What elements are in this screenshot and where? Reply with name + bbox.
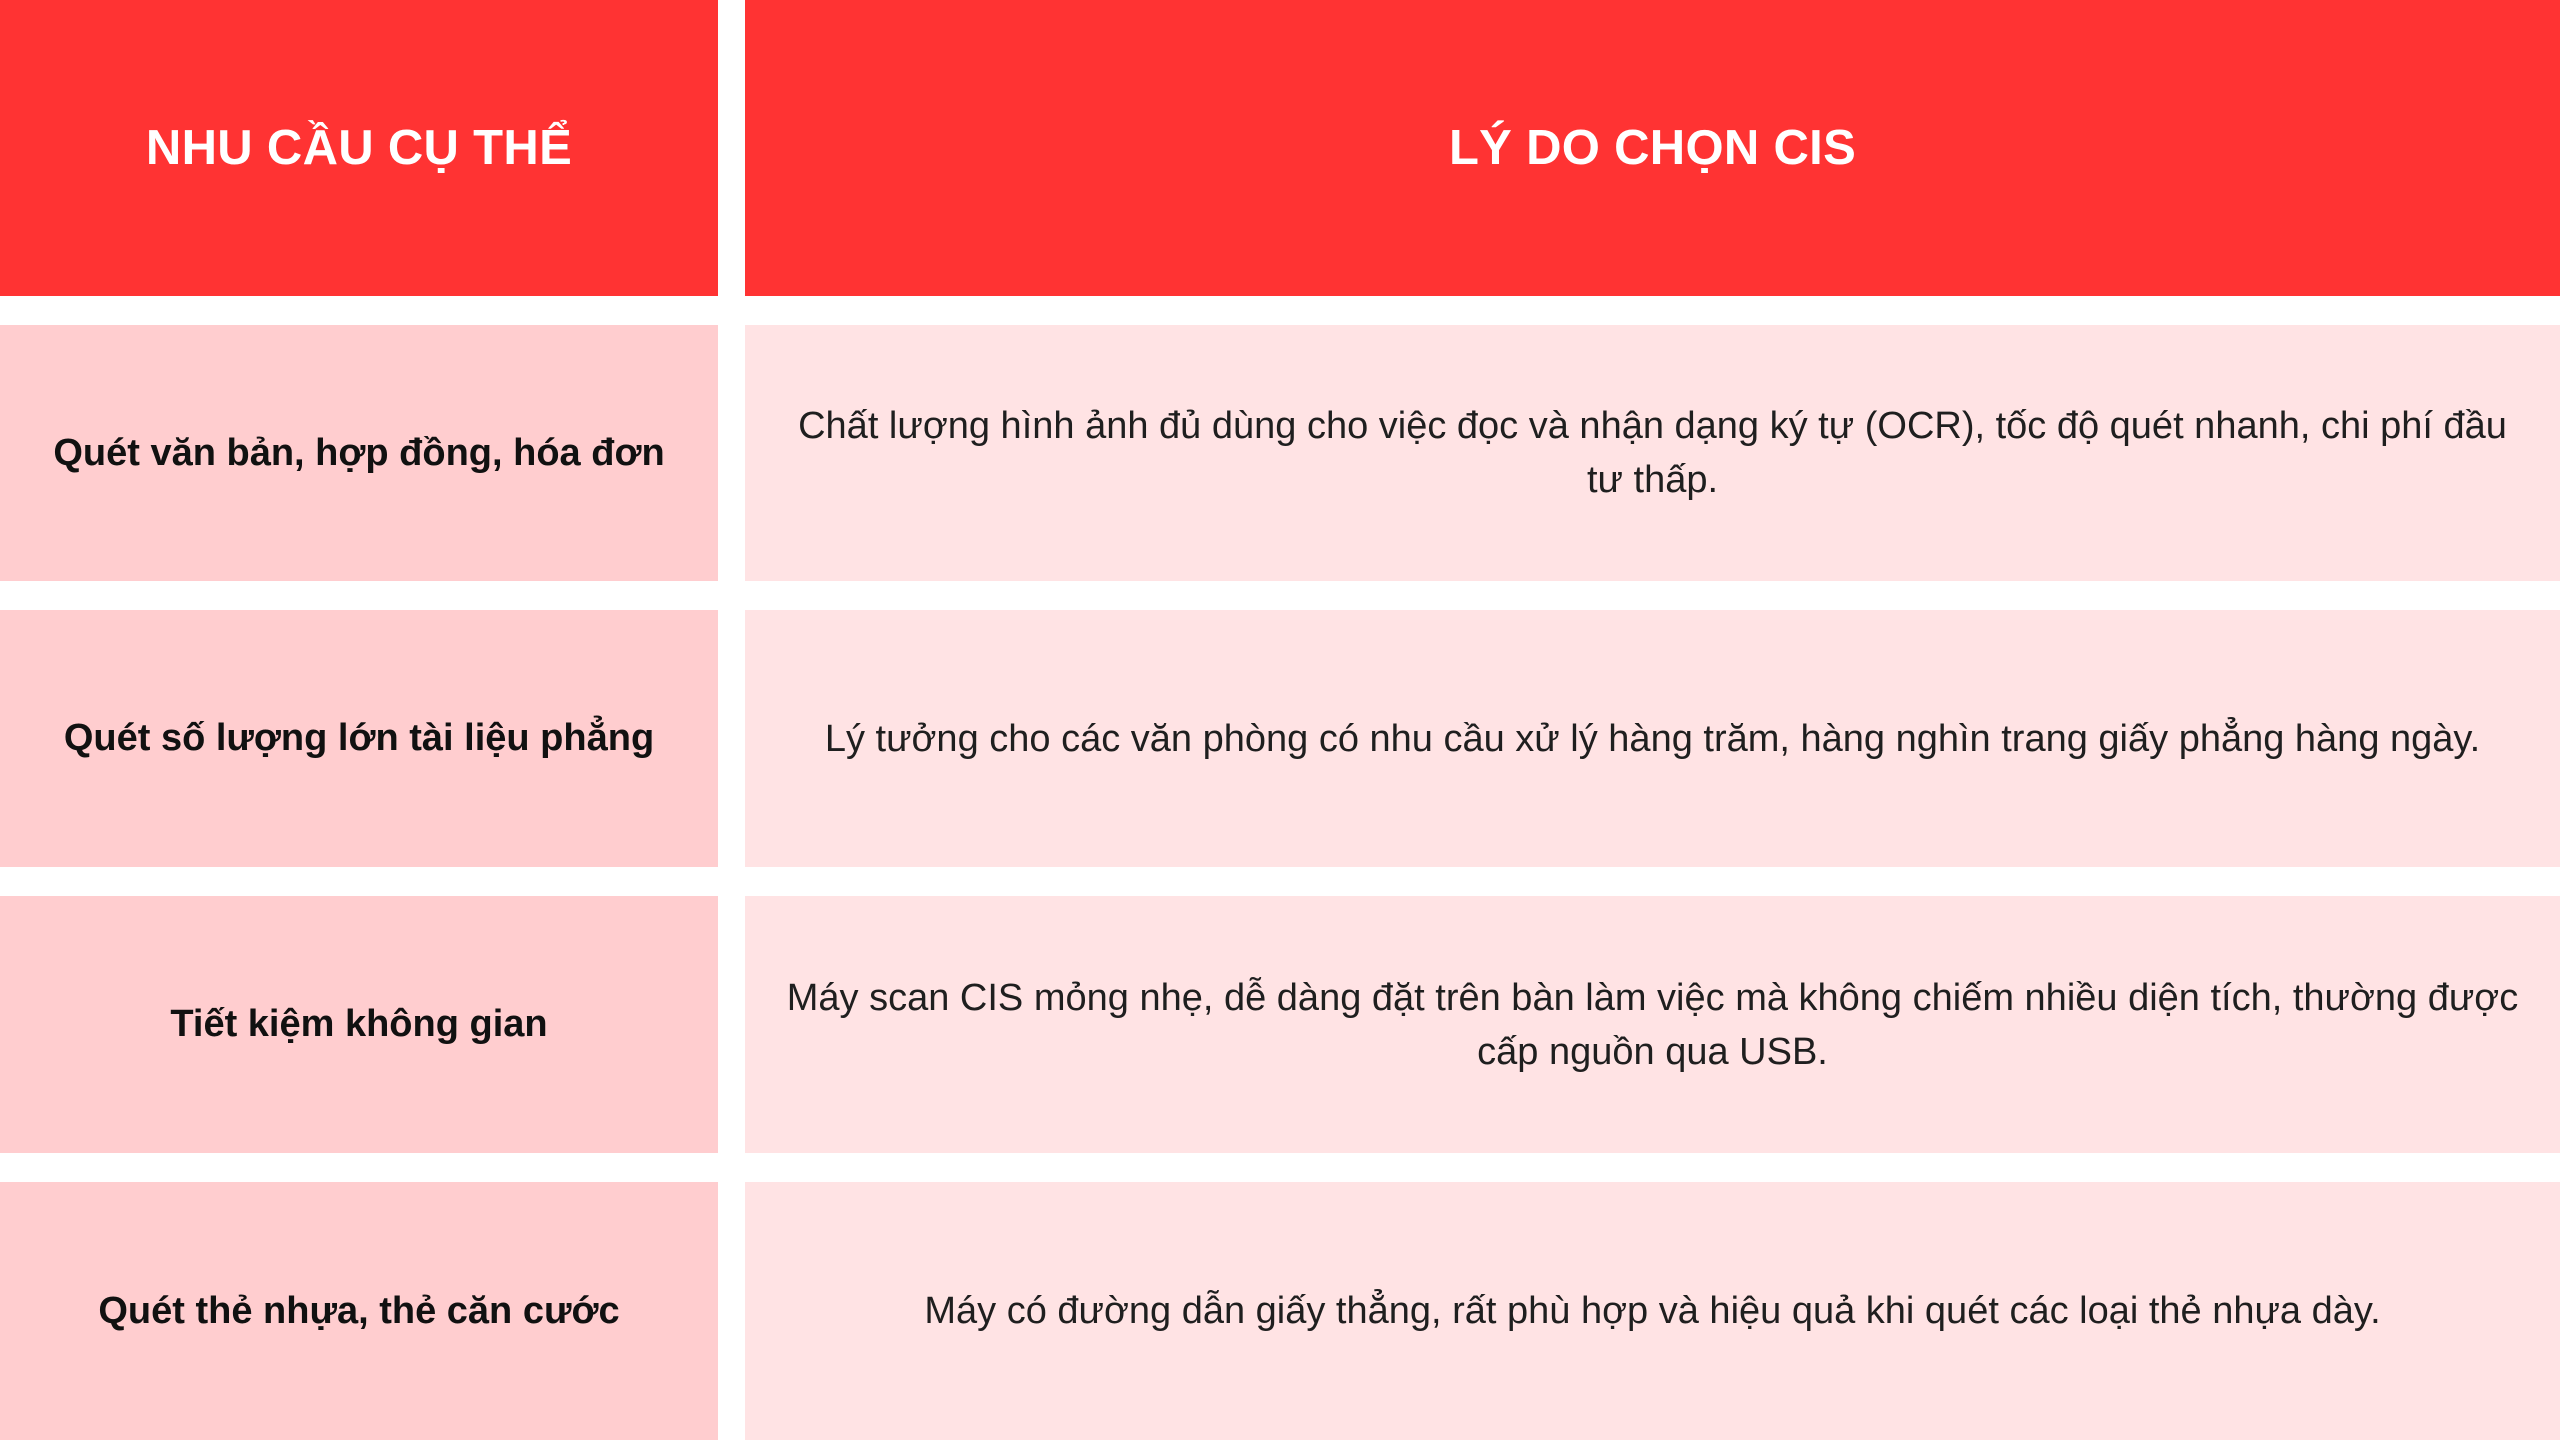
row-2-reason [745, 610, 2560, 867]
row-1-need-text: Quét văn bản, hợp đồng, hóa đơn [53, 431, 665, 474]
row-4-need-text: Quét thẻ nhựa, thẻ căn cước [98, 1289, 620, 1332]
header-reason-label: LÝ DO CHỌN CIS [1448, 121, 1857, 175]
row-4-reason-text: Máy có đường dẫn giấy thẳng, rất phù hợp và hiệu quả khi quét các loại thẻ nhựa dày. [924, 1290, 2381, 1332]
row-4-need [0, 1182, 718, 1440]
row-3-need [0, 896, 718, 1153]
row-1-need [0, 325, 718, 581]
row-2-need-text: Quét số lượng lớn tài liệu phẳng [63, 717, 655, 759]
header-reason [745, 0, 2560, 296]
row-3-reason-text: Máy scan CIS mỏng nhẹ, dễ dàng đặt trên bàn làm việc mà không chiếm nhiều diện tích, thường được cấp nguồn qua USB. [786, 976, 2519, 1073]
row-4-reason [745, 1182, 2560, 1440]
row-1-reason-text: Chất lượng hình ảnh đủ dùng cho việc đọc và nhận dạng ký tự (OCR), tốc độ quét nhanh, chi phí đầu tư thấp. [798, 405, 2507, 501]
row-3-reason [745, 896, 2560, 1153]
row-1-reason [745, 325, 2560, 581]
header-need [0, 0, 718, 296]
row-2-need [0, 610, 718, 867]
row-2-reason-text: Lý tưởng cho các văn phòng có nhu cầu xử lý hàng trăm, hàng nghìn trang giấy phẳng hàng ngày. [824, 717, 2481, 760]
header-need-label: NHU CẦU CỤ THỂ [145, 121, 573, 175]
row-3-need-text: Tiết kiệm không gian [170, 1003, 548, 1045]
